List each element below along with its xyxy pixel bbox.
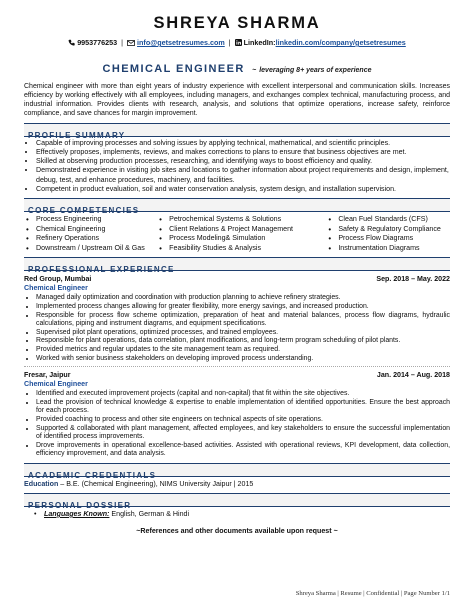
profile-summary-list [24,139,450,194]
competency-column [157,215,326,253]
competency-item: • Instrumentation Diagrams [338,244,450,254]
phone-icon [68,39,75,48]
section-title: PROFESSIONAL EXPERIENCE [28,265,175,275]
competency-column [24,215,157,253]
section-professional-experience [24,257,450,275]
title-tilde: ~ [252,66,257,74]
job-dates: Sep. 2018 – May. 2022 [376,275,450,284]
linkedin-label: LinkedIn: [243,38,276,47]
phone-number: 9953776253 [77,38,118,47]
divider [24,366,450,367]
list-item: • Skilled at observing production processes, researching, and identifying ways to boost efficiency and quality. [36,157,450,166]
list-item: • Managed daily optimization and coordination with production planning to achieve refinery strategies. [36,294,450,303]
job-duties-list [24,294,450,363]
job-role: Chemical Engineer [24,380,88,389]
summary-paragraph: Chemical engineer with more than eight years of industry experience with excellent interpersonal and communication skills. Increases efficiency by working effectively with all employees, including managers, and exchanges complex technical, manufacturing process, and industrial information. Provides clients with research, analysis, and solutions that optimize operations, increase safety, reinforce compliance, and save chances for margin improvement. [24,82,450,118]
section-title: PERSONAL DOSSIER [28,500,132,510]
education-entry [24,480,450,489]
dossier-entry [24,510,450,519]
competencies-grid [24,215,450,253]
list-item: • Effectively proposes, implements, reviews, and makes corrections to plans to ensure that business objectives are met. [36,148,450,157]
competency-item: • Petrochemical Systems & Solutions [169,215,326,225]
company-name: Fresar, Jaipur [24,371,71,380]
list-item: • Lead the provision of technical knowledge & expertise to enable implementation of identified opportunities. Ensure the best approach for each process. [36,399,450,416]
languages-label: Languages Known: [44,509,110,518]
job-header [24,371,450,380]
competency-column [326,215,450,253]
list-item: • Worked with senior business stakeholders on developing improved process understanding. [36,355,450,364]
company-name: Red Group, Mumbai [24,275,92,284]
linkedin-icon [235,39,242,48]
contact-line: 9953776253 | info@getsetresumes.com | LinkedIn:linkedin.com/company/getsetresumes [24,38,450,48]
job-header [24,275,450,284]
list-item: • Competent in product evaluation, soil and water conservation analysis, system design, and installation supervision. [36,185,450,194]
list-item: • Responsible for process flow scheme optimization, preparation of heat and material balances, process flow diagrams, hydraulic calculations, piping and instrument diagrams, and equipment specifications. [36,312,450,329]
competency-item: • Process Modeling& Simulation [169,234,326,244]
title-row [24,62,450,77]
section-title: CORE COMPETENCIES [28,206,140,215]
section-academic-credentials [24,463,450,480]
list-item: • Identified and executed improvement projects (capital and non-capital) that fit within the site objectives. [36,390,450,399]
section-core-competencies [24,198,450,215]
email-link[interactable]: info@getsetresumes.com [137,38,225,47]
education-label: Education [24,479,59,488]
competency-item: • Process Engineering [36,215,157,225]
list-item: • Responsible for plant operations, data correlation, plant modifications, and long-term program scheduling of pilot plants. [36,337,450,346]
job-dates: Jan. 2014 – Aug. 2018 [376,371,450,380]
job-title: CHEMICAL ENGINEER [102,62,245,75]
list-item: • Demonstrated experience in visiting job sites and locations to gather information about project requirements and design, implement, debug, test, and enhance procedures, machinery, and facilities. [36,166,450,184]
job-duties-list [24,390,450,459]
job-role: Chemical Engineer [24,284,88,293]
competency-item: • Feasibility Studies & Analysis [169,244,326,254]
references-note: ~References and other documents available upon request ~ [136,526,338,535]
competency-item: • Refinery Operations [36,234,157,244]
section-profile-summary [24,123,450,140]
email-icon [127,39,135,48]
list-item: • Supported & collaborated with plant management, affected employees, and key stakeholders to ensure the successful implementation of identified process improvements. [36,425,450,442]
section-personal-dossier [24,493,450,510]
competency-item: • Safety & Regulatory Compliance [338,225,450,235]
education-text: – B.E. (Chemical Engineering), NIMS University Jaipur | 2015 [60,479,254,488]
page-footer: Shreya Sharma | Resume | Confidential | Page Number 1/1 [295,590,450,597]
competency-item: • Client Relations & Project Management [169,225,326,235]
list-item: • Provided coaching to process and other site engineers on technical aspects of site operations. [36,416,450,425]
languages-text: English, German & Hindi [111,509,190,518]
list-item: • Provided metrics and regular updates to the site management team as required. [36,346,450,355]
list-item: • Supervised pilot plant operations, optimized processes, and trained employees. [36,329,450,338]
candidate-name: SHREYA SHARMA [153,14,321,32]
competency-item: • Downstream / Upstream Oil & Gas [36,244,157,254]
competency-item: • Chemical Engineering [36,225,157,235]
competency-item: • Process Flow Diagrams [338,234,450,244]
section-title: ACADEMIC CREDENTIALS [28,470,157,480]
list-item: • Capable of improving processes and solving issues by applying technical, mathematical, and scientific principles. [36,139,450,148]
competency-item: • Clean Fuel Standards (CFS) [338,215,450,225]
experience-subtitle: leveraging 8+ years of experience [259,66,372,74]
list-item: • Implemented process changes allowing for greater flexibility, more energy savings, and increased production. [36,303,450,312]
linkedin-link[interactable]: linkedin.com/company/getsetresumes [275,38,406,47]
section-title: PROFILE SUMMARY [28,130,126,140]
list-item: • Drove improvements in operational excellence-based activities. Assisted with operational reviews, KPI development, data collection, efficiency improvement, and data analysis. [36,442,450,459]
